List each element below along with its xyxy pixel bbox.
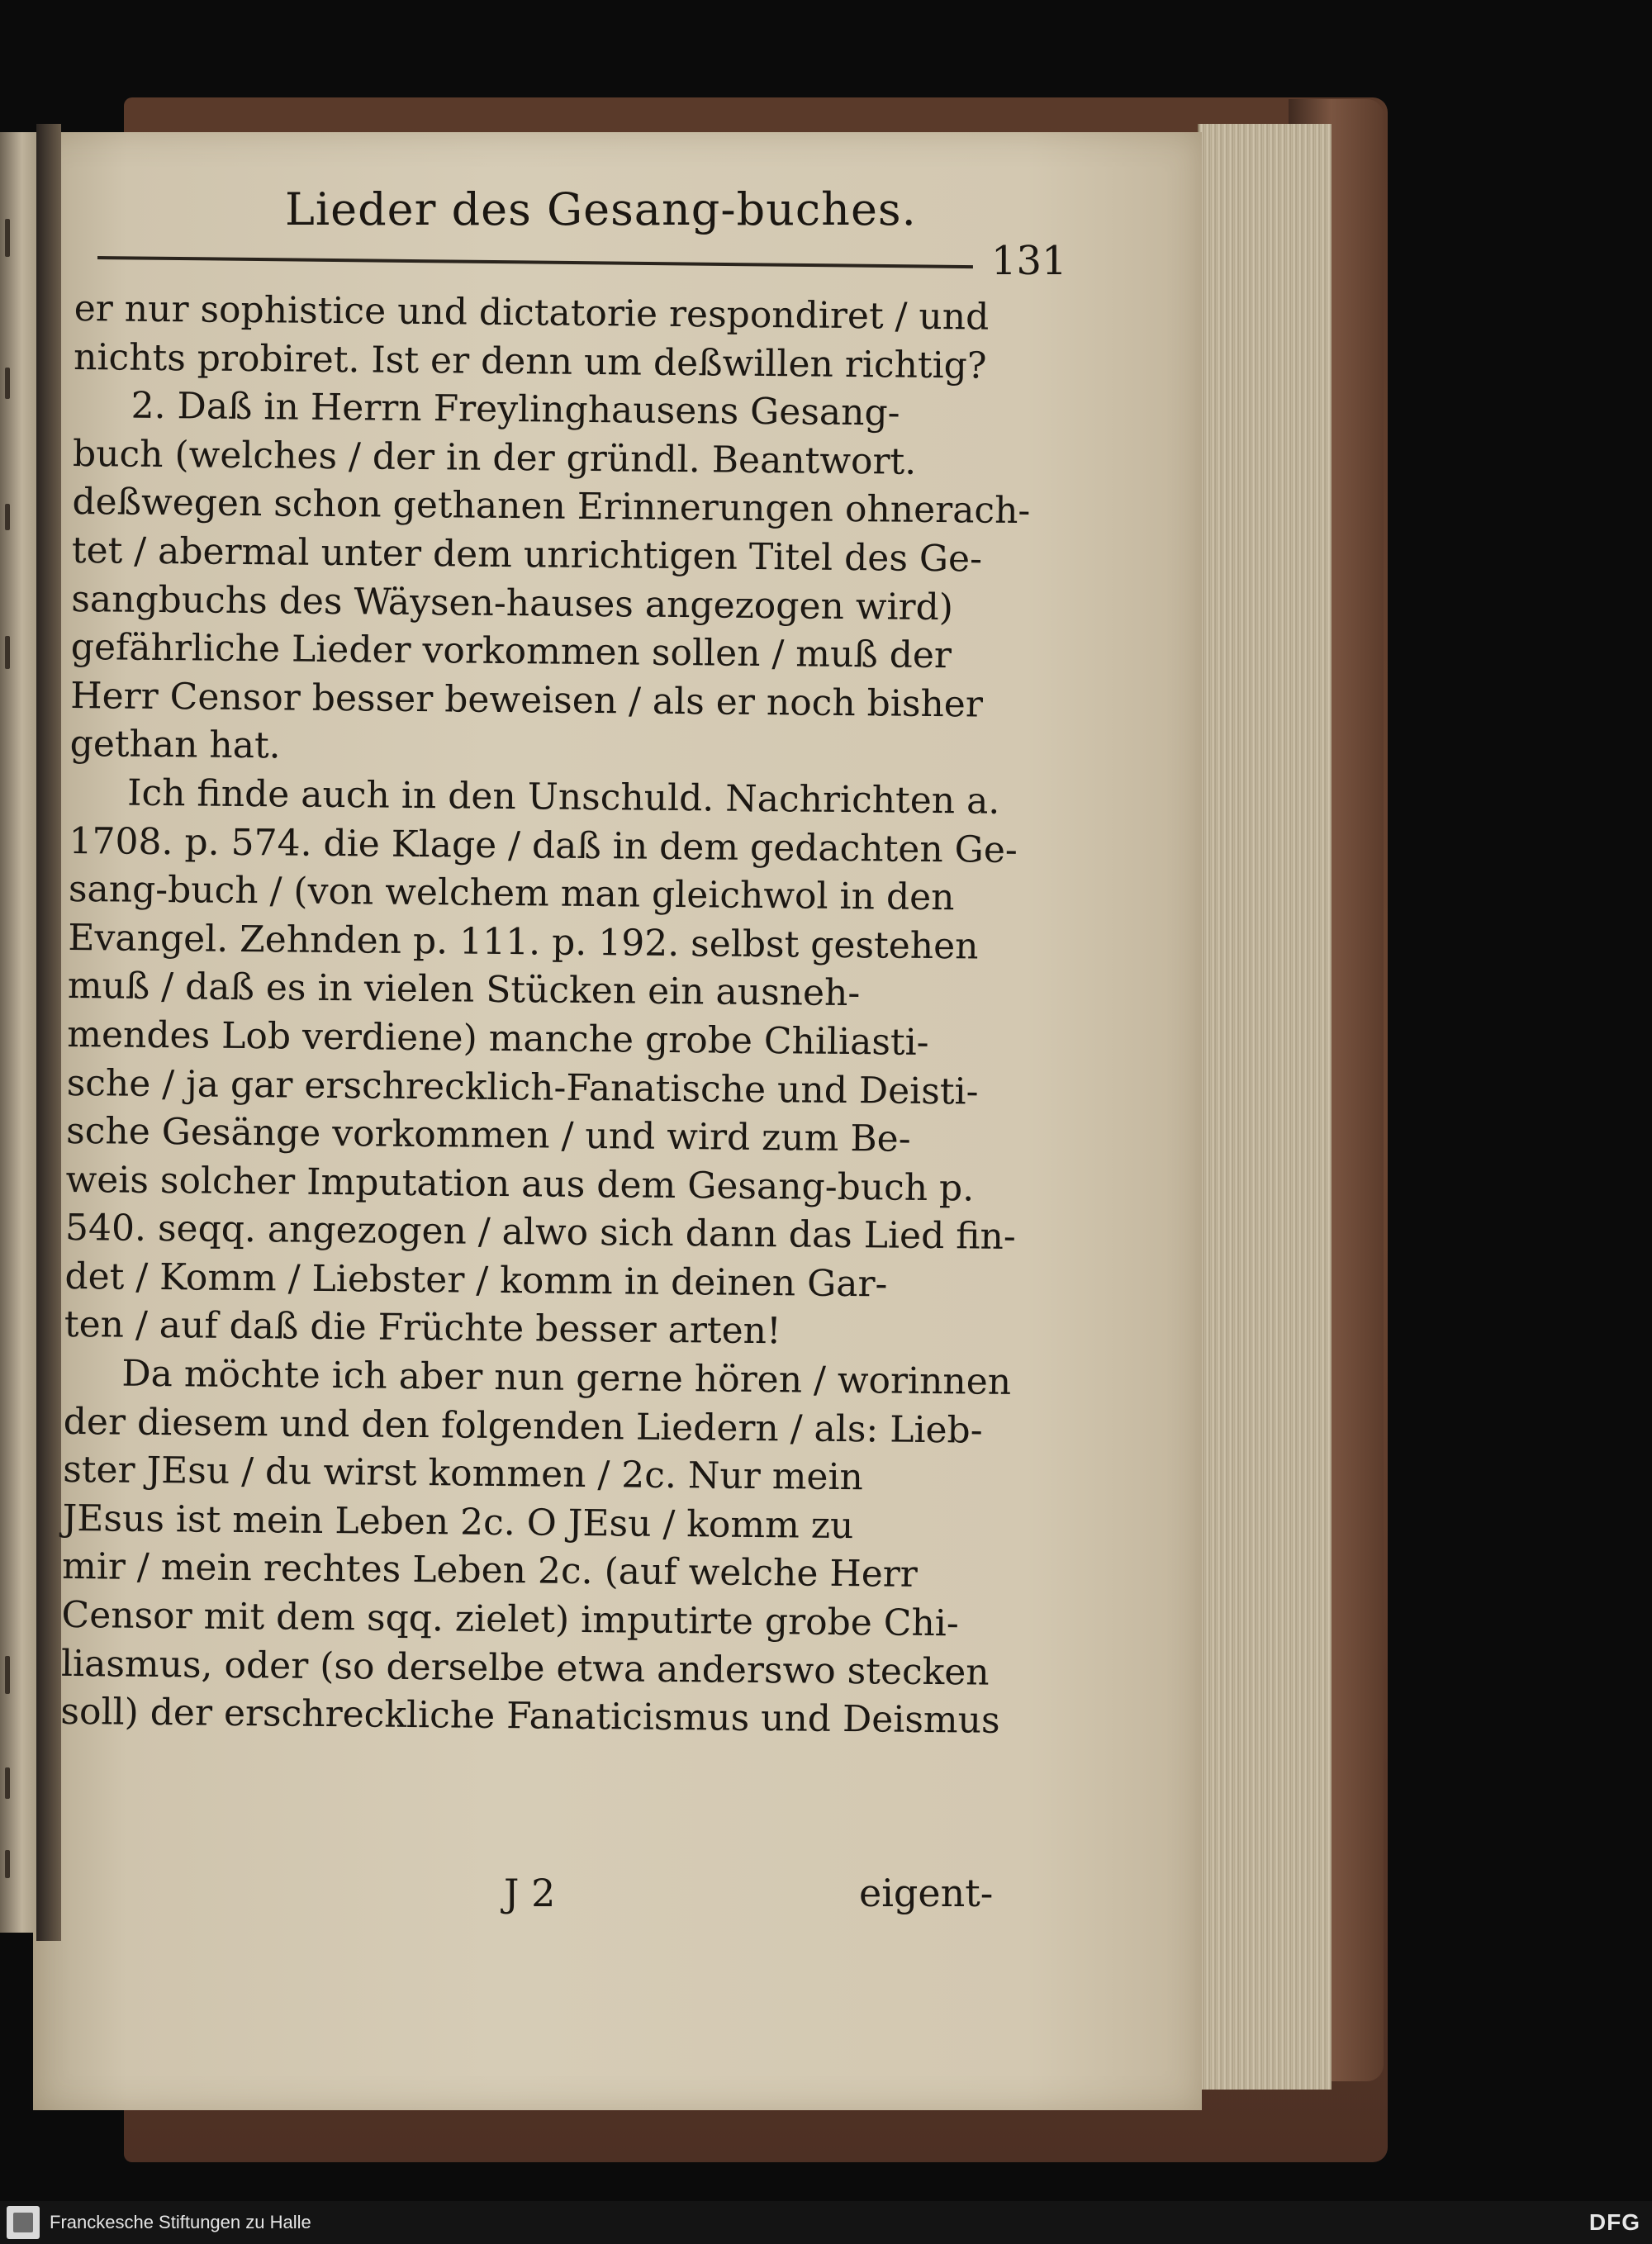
previous-page-mark: [5, 1850, 10, 1878]
text-line: sangbuchs des Wäysen-hauses angezogen wird): [71, 577, 954, 629]
text-line: mendes Lob verdiene) manche grobe Chiliasti-: [67, 1013, 929, 1064]
text-line: liasmus, oder (so derselbe etwa anderswo stecken: [60, 1642, 990, 1694]
text-line: 540. seqq. angezogen / alwo sich dann das Lied fin-: [64, 1207, 1017, 1259]
dfg-badge[interactable]: DFG: [1588, 2209, 1640, 2235]
viewer-footer: [0, 2201, 1652, 2244]
page-foot: [463, 1871, 999, 1920]
previous-page-mark: [5, 219, 10, 257]
page-fore-edge: [1198, 124, 1332, 2090]
previous-page-mark: [5, 1767, 10, 1799]
page-number: 131: [991, 238, 1067, 284]
previous-page-mark: [5, 504, 10, 530]
signature-mark: J 2: [504, 1871, 556, 1915]
catchword: eigent-: [859, 1871, 994, 1915]
text-line: JEsus ist mein Leben 2c. O JEsu / komm zu: [62, 1497, 854, 1547]
previous-page-mark: [5, 636, 10, 669]
text-line: soll) der erschreckliche Fanaticismus und Deismus: [60, 1691, 1000, 1743]
text-line: det / Komm / Liebster / komm in deinen Gar-: [64, 1255, 888, 1306]
text-line: gefährliche Lieder vorkommen sollen / muß der: [70, 626, 952, 677]
text-line: der diesem und den folgenden Liedern / als: Lieb-: [63, 1400, 983, 1452]
body-text: [60, 285, 1032, 1746]
previous-page-edge: [0, 132, 36, 1933]
text-line: sang-buch / (von welchem man gleichwol in den: [68, 868, 955, 919]
text-line: nichts probiret. Ist er denn um deßwillen richtig?: [73, 335, 987, 387]
previous-page-mark: [5, 1656, 10, 1694]
institution-logo-icon: [7, 2206, 40, 2239]
text-line: Censor mit dem sqq. zielet) imputirte grobe Chi-: [61, 1593, 959, 1645]
text-line: er nur sophistice und dictatorie respondiret / und: [74, 287, 990, 339]
text-line: Da möchte ich aber nun gerne hören / worinnen: [121, 1352, 1012, 1404]
text-line: sche Gesänge vorkommen / und wird zum Be-: [65, 1110, 911, 1160]
running-head: Lieder des Gesang-buches.: [285, 183, 917, 235]
previous-page-mark: [5, 368, 10, 399]
text-line: Herr Censor besser beweisen / als er noch bisher: [69, 674, 984, 726]
text-line: gethan hat.: [69, 723, 281, 767]
text-line: buch (welches / der in der gründl. Beantwort.: [72, 432, 917, 483]
text-line: 2. Daß in Herrn Freylinghausens Gesang-: [131, 384, 900, 434]
text-line: tet / abermal unter dem unrichtigen Titel des Ge-: [71, 529, 983, 581]
text-line: sche / ja gar erschrecklich-Fanatische und Deisti-: [66, 1061, 979, 1113]
text-line: Evangel. Zehnden p. 111. p. 192. selbst gestehen: [68, 916, 979, 968]
text-line: weis solcher Imputation aus dem Gesang-buch p.: [65, 1158, 975, 1210]
institution-label[interactable]: Franckesche Stiftungen zu Halle: [50, 2212, 311, 2232]
text-line: mir / mein rechtes Leben 2c. (auf welche Herr: [61, 1545, 919, 1596]
text-line: deßwegen schon gethanen Erinnerungen ohnerach-: [72, 481, 1031, 533]
text-line: 1708. p. 574. die Klage / daß in dem gedachten Ge-: [69, 819, 1018, 871]
page-gutter: [36, 124, 61, 1941]
text-line: Ich finde auch in den Unschuld. Nachrichten a.: [126, 771, 1000, 823]
text-line: ster JEsu / du wirst kommen / 2c. Nur mein: [62, 1449, 864, 1499]
text-line: ten / auf daß die Früchte besser arten!: [64, 1303, 781, 1353]
text-line: muß / daß es in vielen Stücken ein ausneh-: [67, 965, 861, 1015]
